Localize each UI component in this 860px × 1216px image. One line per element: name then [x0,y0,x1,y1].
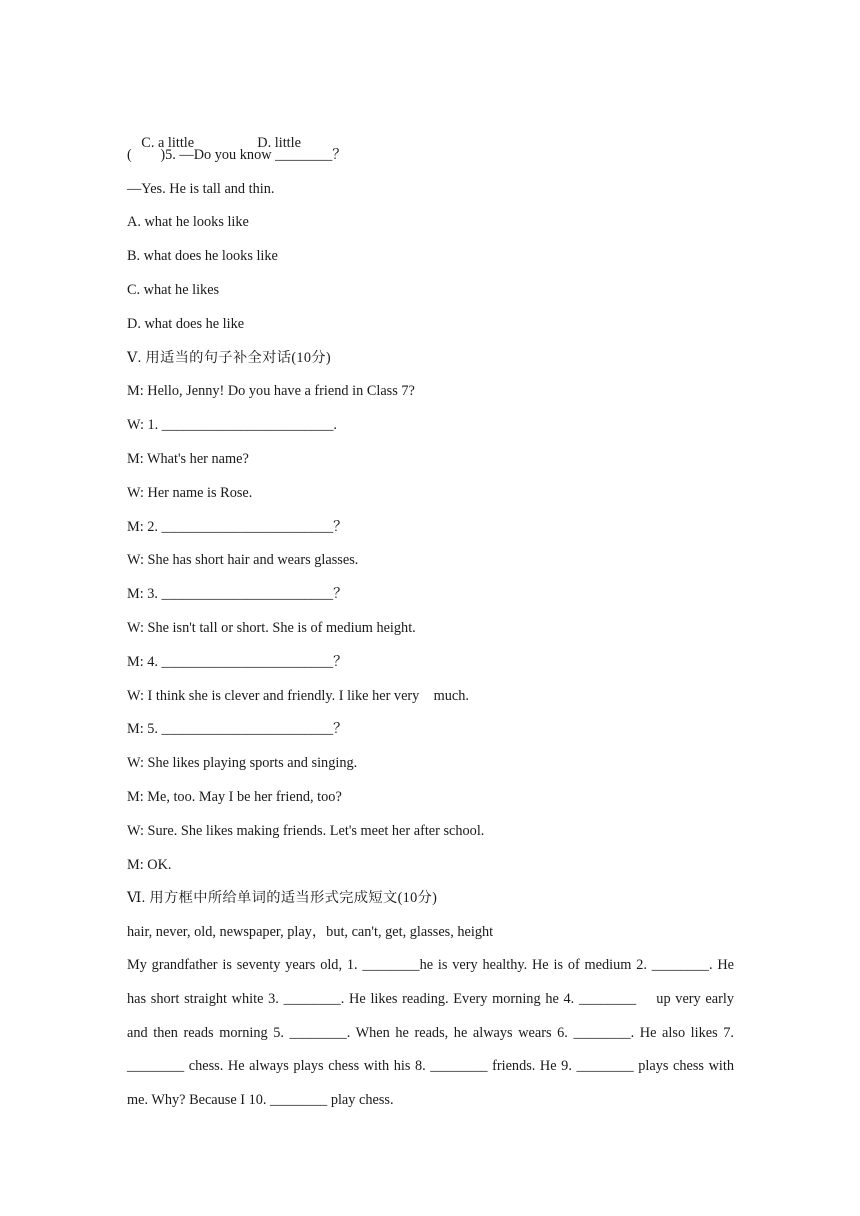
dialogue-line: M: What's her name? [127,450,249,467]
dialogue-line: W: She has short hair and wears glasses. [127,552,359,569]
option-c: C. a little [141,135,195,151]
dialogue-line: M: 2. ________________________？ [127,518,348,535]
question-5-option-c: C. what he likes [127,281,220,298]
section-6-heading: Ⅵ. 用方框中所给单词的适当形式完成短文(10分) [127,890,438,907]
option-d: D. little [257,135,301,151]
dialogue-line: M: OK. [127,856,172,873]
dialogue-line: M: 3. ________________________？ [127,586,348,603]
dialogue-line: W: 1. ________________________. [127,417,337,434]
question-5-option-b: B. what does he looks like [127,248,278,265]
question-5-stem: ( )5. —Do you know ________？ [127,146,347,163]
cloze-passage: My grandfather is seventy years old, 1. ________he is very healthy. He is of medium 2. ________. He has short straight white 3. ________. He likes reading. Every morning he 4. ________ up very early and then reads morning 5. ________. When he reads, he always wears 6. ________. He also likes 7. ________ chess. He always plays chess with his 8. ________ friends. He 9. ________ plays chess with me. Why? Because I 10. ________ play chess. [127,956,734,1109]
dialogue-line: M: Hello, Jenny! Do you have a friend in Class 7? [127,383,415,400]
dialogue-line: W: She likes playing sports and singing. [127,755,358,772]
dialogue-line: M: 5. ________________________？ [127,721,348,738]
question-5-option-a: A. what he looks like [127,214,249,231]
option-row-c-d [127,110,734,151]
worksheet-page [127,110,734,1118]
dialogue-line: W: I think she is clever and friendly. I like her very much. [127,687,469,704]
section-5-heading: Ⅴ. 用适当的句子补全对话(10分) [127,349,331,366]
question-5-option-d: D. what does he like [127,315,245,332]
dialogue-line: M: 4. ________________________？ [127,653,348,670]
question-5-answer: —Yes. He is tall and thin. [127,180,275,197]
dialogue-line: W: She isn't tall or short. She is of medium height. [127,619,416,636]
dialogue-line: W: Sure. She likes making friends. Let's meet her after school. [127,822,485,839]
dialogue-line: W: Her name is Rose. [127,484,253,501]
dialogue-line: M: Me, too. May I be her friend, too? [127,788,342,805]
word-box: hair, never, old, newspaper, play，but, can't, get, glasses, height [127,924,494,941]
